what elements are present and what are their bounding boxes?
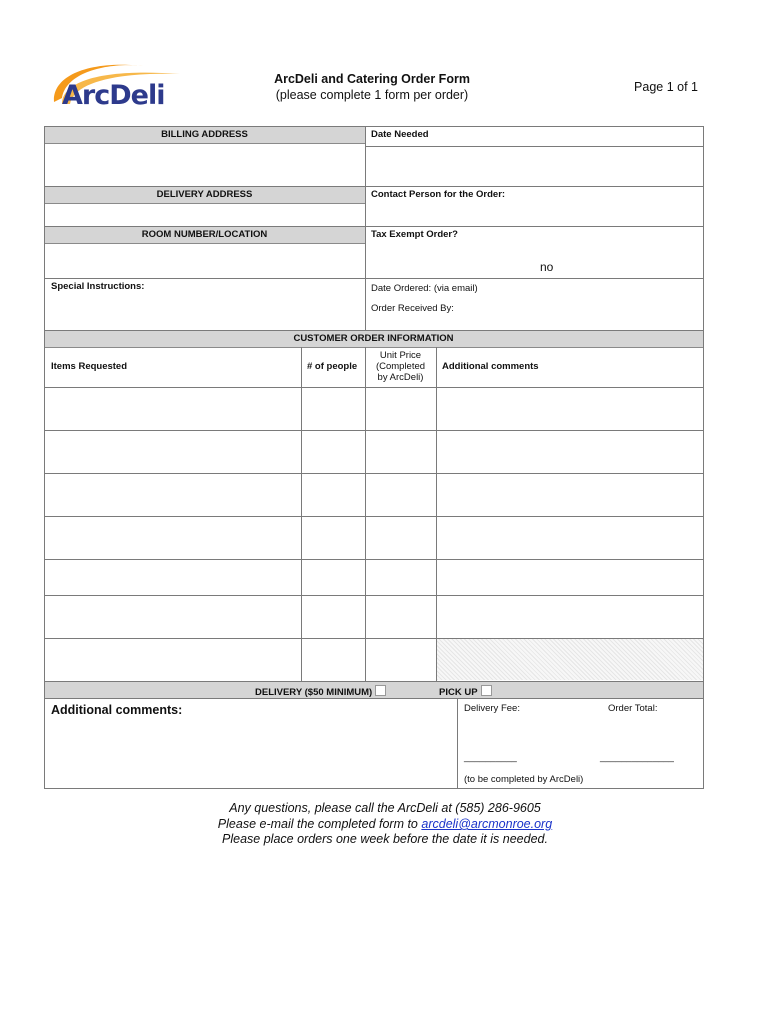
col-num-people: # of people [307,361,358,372]
order-received-label: Order Received By: [371,303,454,314]
tax-exempt-value: no [540,260,554,274]
delivery-option [255,685,386,698]
order-total-blank: ______________ [600,752,674,763]
delivery-address-label: DELIVERY ADDRESS [156,189,253,200]
billing-address-label: BILLING ADDRESS [161,129,248,140]
room-location-field[interactable] [45,245,365,278]
billing-address-field[interactable] [45,145,365,186]
special-instructions-field[interactable] [45,295,365,330]
pickup-checkbox[interactable] [481,685,492,696]
footer-email-prefix: Please e-mail the completed form to [217,817,422,831]
delivery-fee-blank: __________ [464,752,517,763]
footer-questions: Any questions, please call the ArcDeli at (585) 286-9605 [229,801,541,815]
additional-comments-field[interactable] [45,720,456,787]
col-additional-comments: Additional comments [442,361,539,372]
order-total-label: Order Total: [608,703,658,714]
delivery-fee-label: Delivery Fee: [464,703,520,714]
form-title: ArcDeli and Catering Order Form [274,72,470,86]
page-number: Page 1 of 1 [634,80,698,94]
customer-info-title: CUSTOMER ORDER INFORMATION [293,333,454,344]
date-ordered-label: Date Ordered: (via email) [371,283,478,294]
date-needed-field[interactable] [366,147,703,186]
footer-email-line [0,817,770,831]
col-unit-price-line3: by ArcDeli) [377,372,424,383]
date-needed-label: Date Needed [371,129,429,140]
footer-lead-time: Please place orders one week before the date it is needed. [222,832,548,846]
contact-person-field[interactable] [366,203,703,226]
logo-text: ArcDeli [62,80,165,111]
completed-by-note: (to be completed by ArcDeli) [464,774,584,785]
contact-person-label: Contact Person for the Order: [371,189,506,200]
pickup-option-label: PICK UP [439,687,478,698]
col-unit-price-line2: (Completed [375,361,426,372]
additional-comments-heading: Additional comments: [51,703,183,717]
col-items-requested: Items Requested [51,361,128,372]
col-unit-price-line1: Unit Price [379,350,422,361]
pickup-option [439,685,492,698]
delivery-address-field[interactable] [45,205,365,226]
delivery-option-label: DELIVERY ($50 MINIMUM) [255,687,373,698]
form-subtitle: (please complete 1 form per order) [275,88,469,102]
tax-exempt-label: Tax Exempt Order? [371,229,458,240]
room-location-label: ROOM NUMBER/LOCATION [141,229,268,240]
shaded-cell [437,638,703,680]
delivery-checkbox[interactable] [375,685,386,696]
email-link[interactable]: arcdeli@arcmonroe.org [421,817,553,831]
arcdeli-logo [48,58,186,118]
special-instructions-label: Special Instructions: [51,281,145,292]
